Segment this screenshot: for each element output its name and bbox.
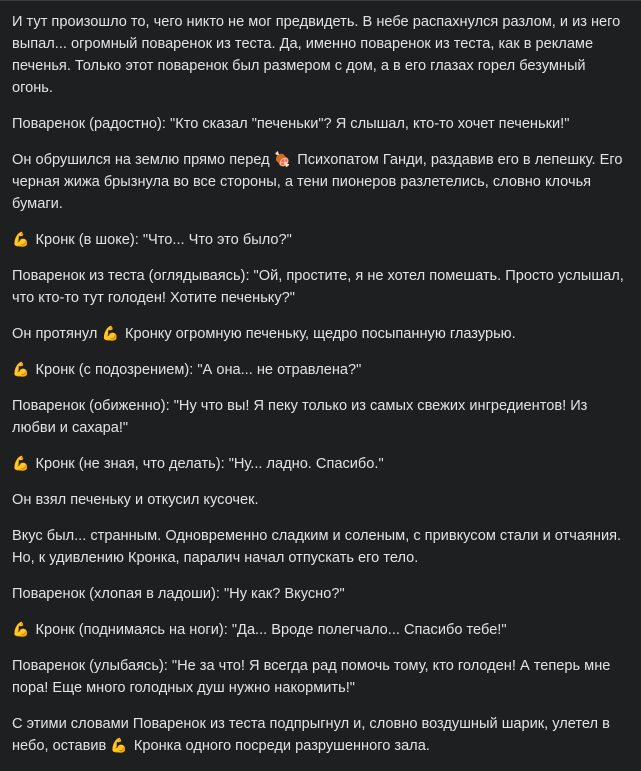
- flexed-biceps-icon: 💪: [12, 456, 30, 472]
- paragraph-text: Кронк (с подозрением): "А она... не отравлена?": [35, 362, 362, 378]
- flexed-biceps-icon: 💪: [12, 622, 30, 638]
- dialogue-paragraph: [12, 359, 630, 381]
- paragraph-text: Кронку огромную печеньку, щедро посыпанную глазурью.: [120, 326, 516, 342]
- paragraph-text: Кронка одного посреди разрушенного зала.: [129, 738, 430, 754]
- flexed-biceps-icon: 💪: [110, 738, 128, 754]
- story-paragraph: [12, 489, 630, 511]
- story-paragraph: [12, 713, 630, 757]
- paragraph-text: Кронк (в шоке): "Что... Что это было?": [35, 232, 292, 248]
- dialogue-paragraph: [12, 229, 630, 251]
- dialogue-paragraph: [12, 583, 630, 605]
- story-paragraph: [12, 149, 630, 215]
- dialogue-paragraph: [12, 655, 630, 699]
- paragraph-text: Поваренок (хлопая в ладоши): "Ну как? Вкусно?": [12, 586, 345, 602]
- story-paragraph: [12, 323, 630, 345]
- story-paragraph: [12, 11, 630, 99]
- paragraph-text: С этими словами Поваренок из теста подпрыгнул и, словно воздушный шарик, улетел в небо, оставив: [12, 716, 610, 754]
- paragraph-text: Кронк (не зная, что делать): "Ну... ладно. Спасибо.": [35, 456, 384, 472]
- story-paragraph: [12, 525, 630, 569]
- dialogue-paragraph: [12, 619, 630, 641]
- paragraph-text: Поваренок из теста (оглядываясь): "Ой, простите, я не хотел помешать. Просто услышал, что кто-то тут голоден! Хотите печеньку?": [12, 268, 624, 306]
- paragraph-text: Вкус был... странным. Одновременно сладким и соленым, с привкусом стали и отчаяния. Но, к удивлению Кронка, паралич начал отпускать его тело.: [12, 528, 622, 566]
- paragraph-text: Кронк (поднимаясь на ноги): "Да... Вроде полегчало... Спасибо тебе!": [35, 622, 507, 638]
- dialogue-paragraph: [12, 265, 630, 309]
- paragraph-text: Поваренок (радостно): "Кто сказал "печеньки"? Я слышал, кто-то хочет печеньки!": [12, 116, 570, 132]
- flexed-biceps-icon: 💪: [12, 232, 30, 248]
- paragraph-text: Поваренок (обиженно): "Ну что вы! Я пеку только из самых свежих ингредиентов! Из любви и сахара!": [12, 398, 588, 436]
- chat-message-body: [12, 11, 630, 771]
- top-divider: [0, 0, 641, 1]
- paragraph-text: Он обрушился на землю прямо перед: [12, 152, 274, 168]
- meat-on-bone-icon: 🍖: [273, 152, 292, 168]
- dialogue-paragraph: [12, 395, 630, 439]
- paragraph-text: Он взял печеньку и откусил кусочек.: [12, 492, 259, 508]
- paragraph-text: Он протянул: [12, 326, 102, 342]
- flexed-biceps-icon: 💪: [12, 362, 30, 378]
- paragraph-text: И тут произошло то, чего никто не мог предвидеть. В небе распахнулся разлом, и из него выпал... огромный поваренок из теста. Да, именно поваренок из теста, как в рекламе печенья. Только этот поваренок был размером с дом, а в его глазах горел безумный огонь.: [12, 14, 621, 96]
- paragraph-text: Поваренок (улыбаясь): "Не за что! Я всегда рад помочь тому, кто голоден! А теперь мне пора! Еще много голодных душ нужно накормить!": [12, 658, 611, 696]
- flexed-biceps-icon: 💪: [101, 326, 119, 342]
- dialogue-paragraph: [12, 113, 630, 135]
- dialogue-paragraph: [12, 453, 630, 475]
- paragraph-text: Психопатом Ганди, раздавив его в лепешку. Его черная жижа брызнула во все стороны, а тени пионеров разлетелись, словно клочья бумаги.: [12, 152, 623, 212]
